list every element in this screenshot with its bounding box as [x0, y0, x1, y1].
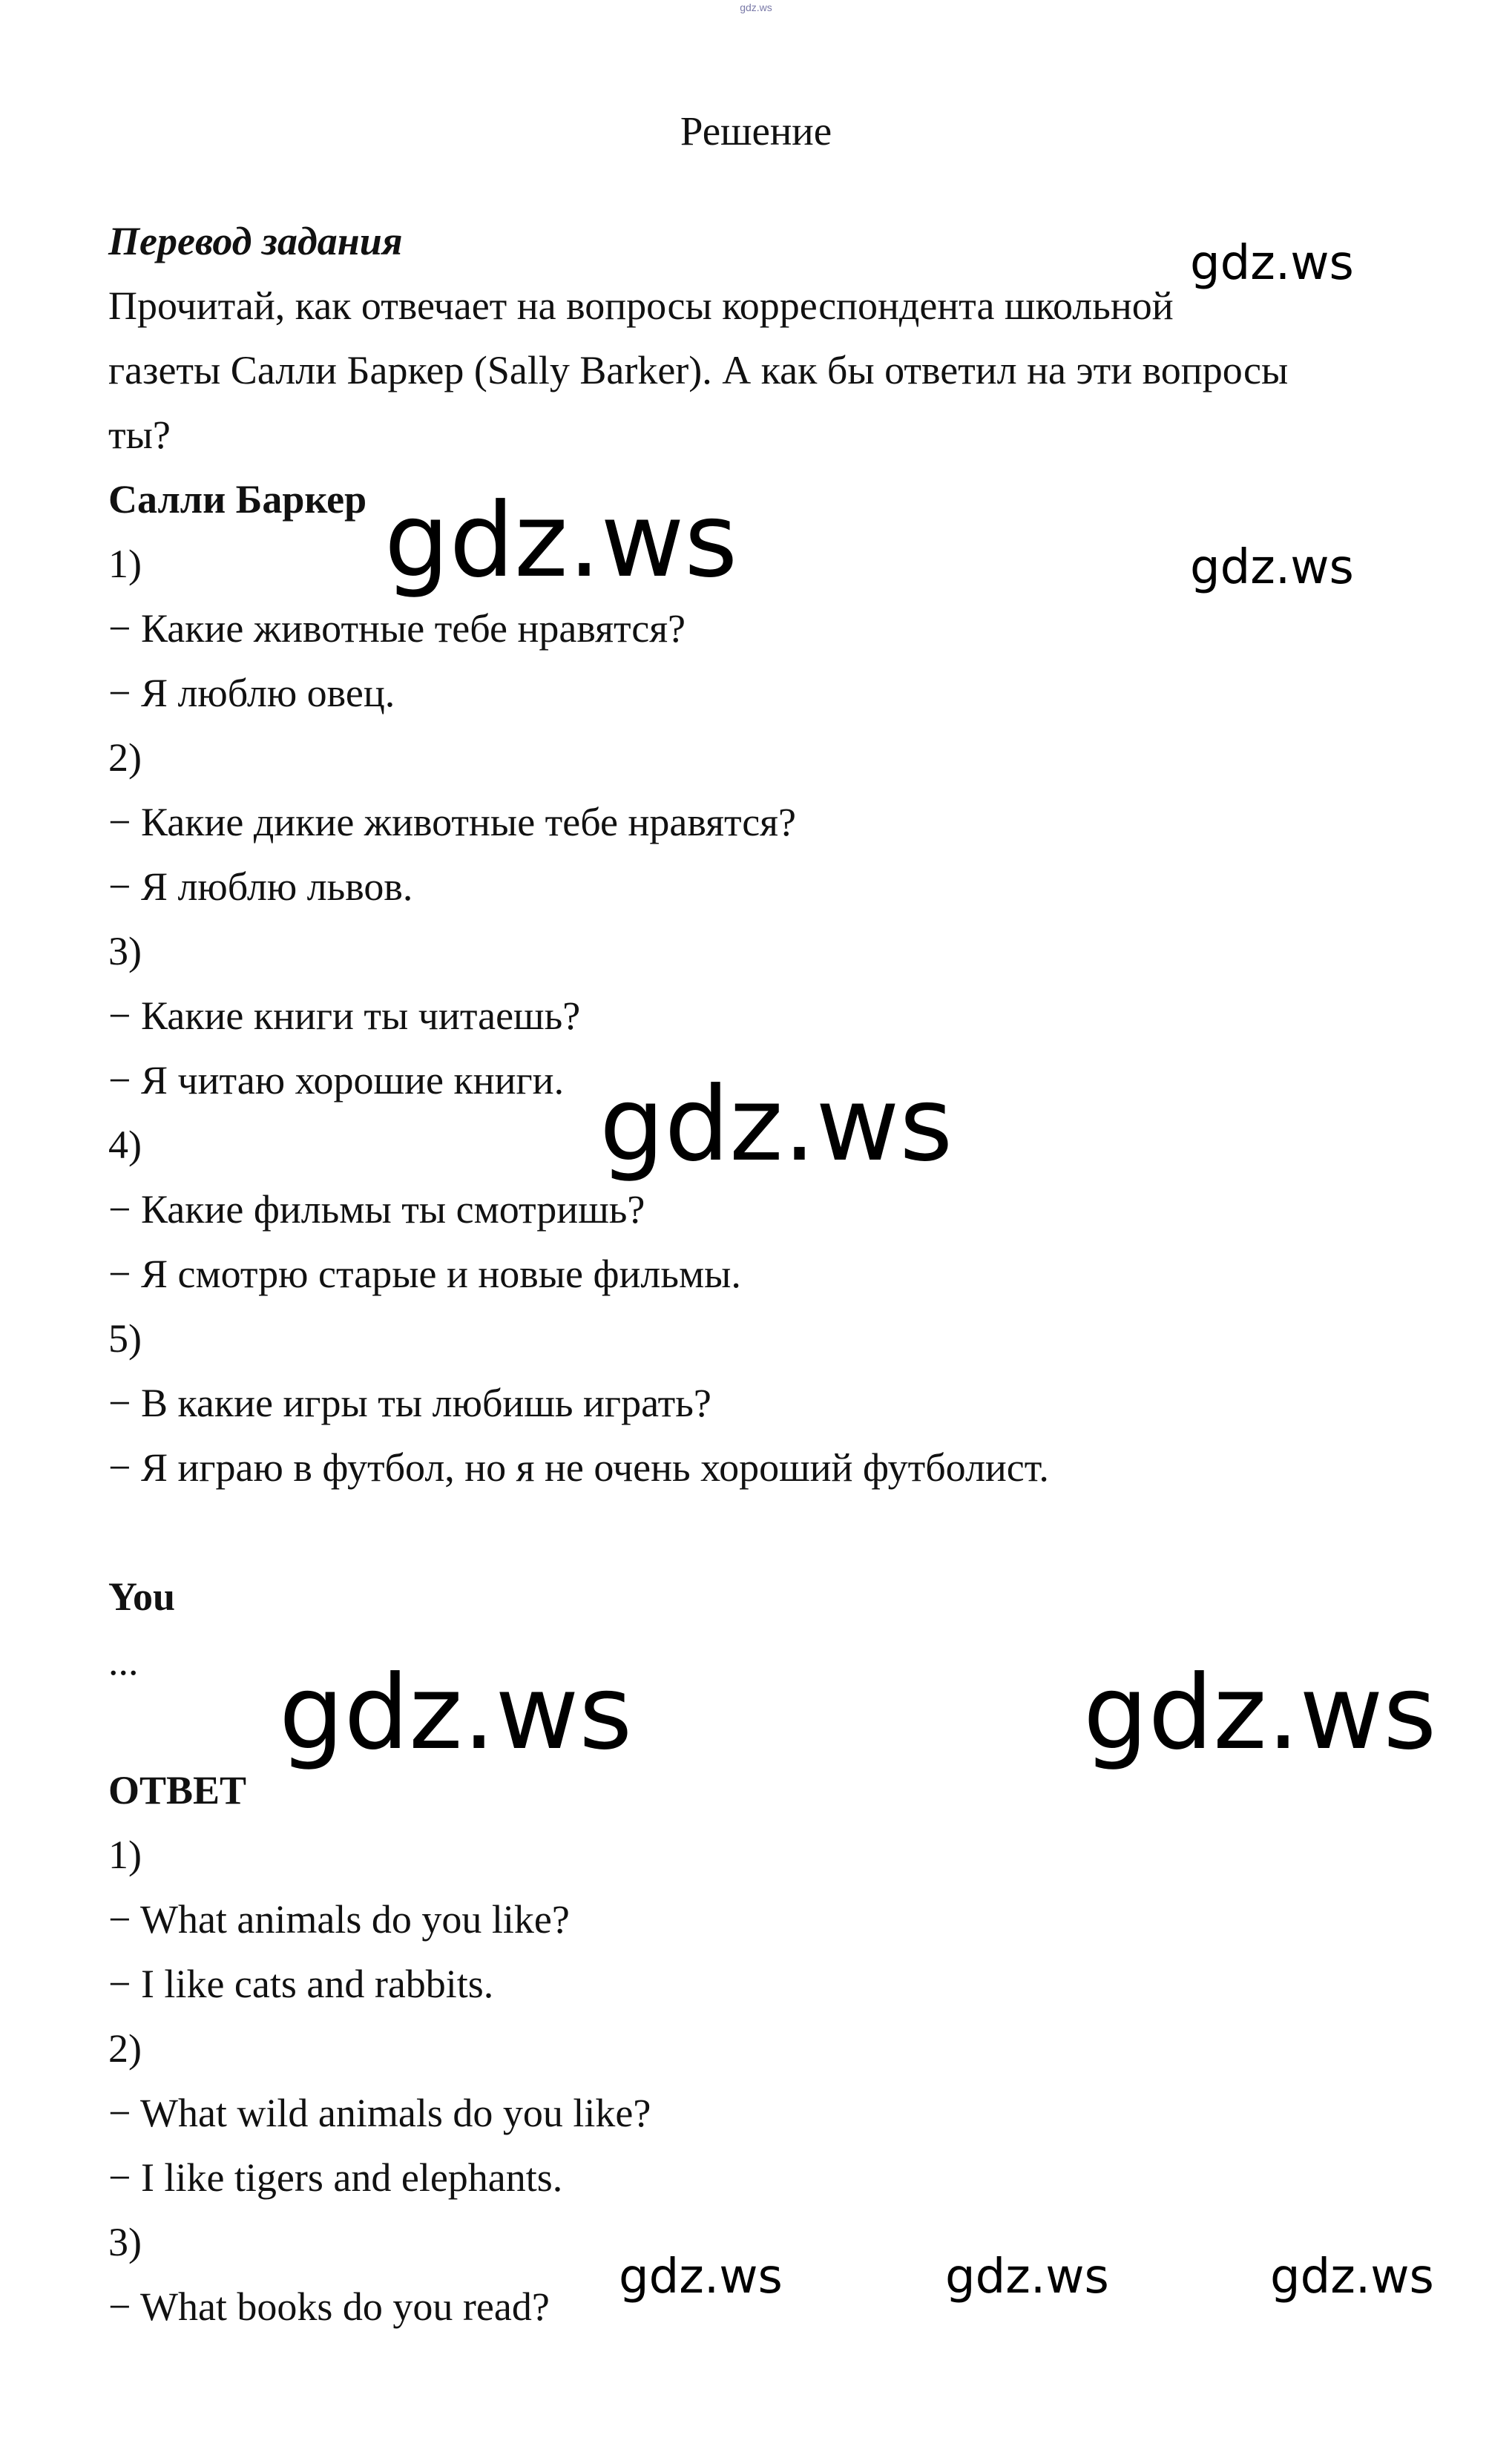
watermark: gdz.ws: [384, 481, 738, 600]
item-number: 4): [108, 1123, 142, 1167]
item-number: 1): [108, 542, 142, 586]
watermark: gdz.ws: [1270, 2250, 1434, 2304]
answer-reply: − I like tigers and elephants.: [108, 2155, 563, 2200]
item-answer: − Я играю в футбол, но я не очень хороший футболист.: [108, 1445, 1049, 1490]
you-placeholder: ...: [108, 1639, 139, 1683]
item-answer: − Я смотрю старые и новые фильмы.: [108, 1252, 741, 1296]
intro-line: ты?: [108, 413, 171, 457]
translation-heading: Перевод задания: [108, 219, 403, 263]
top-watermark: gdz.ws: [740, 1, 772, 13]
answer-number: 2): [108, 2026, 142, 2071]
watermark: gdz.ws: [619, 2250, 783, 2304]
watermark: gdz.ws: [1190, 236, 1354, 291]
item-number: 2): [108, 735, 142, 780]
watermark: gdz.ws: [1083, 1653, 1437, 1772]
answer-number: 1): [108, 1833, 142, 1877]
document-body: [108, 209, 1414, 2339]
spacer: [108, 1500, 1414, 1565]
item-answer: − Я люблю овец.: [108, 671, 395, 715]
watermark: gdz.ws: [1190, 540, 1354, 595]
item-number: 5): [108, 1316, 142, 1361]
item-question: − Какие животные тебе нравятся?: [108, 606, 686, 651]
item-question: − Какие фильмы ты смотришь?: [108, 1187, 645, 1232]
answer-question: − What wild animals do you like?: [108, 2091, 651, 2135]
answer-number: 3): [108, 2220, 142, 2264]
item-question: − В какие игры ты любишь играть?: [108, 1381, 711, 1425]
answer-reply: − I like cats and rabbits.: [108, 1962, 494, 2006]
subject-heading: Салли Баркер: [108, 477, 367, 522]
watermark: gdz.ws: [279, 1653, 633, 1772]
intro-line: газеты Салли Баркер (Sally Barker). А как бы ответил на эти вопросы: [108, 348, 1289, 392]
page-title: Решение: [680, 108, 832, 154]
watermark: gdz.ws: [599, 1065, 953, 1184]
item-answer: − Я читаю хорошие книги.: [108, 1058, 565, 1103]
item-answer: − Я люблю львов.: [108, 864, 413, 909]
answer-question: − What animals do you like?: [108, 1897, 570, 1942]
answer-heading: ОТВЕТ: [108, 1768, 247, 1813]
item-question: − Какие дикие животные тебе нравятся?: [108, 800, 796, 844]
answer-question: − What books do you read?: [108, 2284, 550, 2329]
item-question: − Какие книги ты читаешь?: [108, 993, 581, 1038]
item-number: 3): [108, 929, 142, 973]
watermark: gdz.ws: [945, 2250, 1109, 2304]
intro-line: Прочитай, как отвечает на вопросы корреспондента школьной: [108, 283, 1174, 328]
you-heading: You: [108, 1574, 176, 1619]
